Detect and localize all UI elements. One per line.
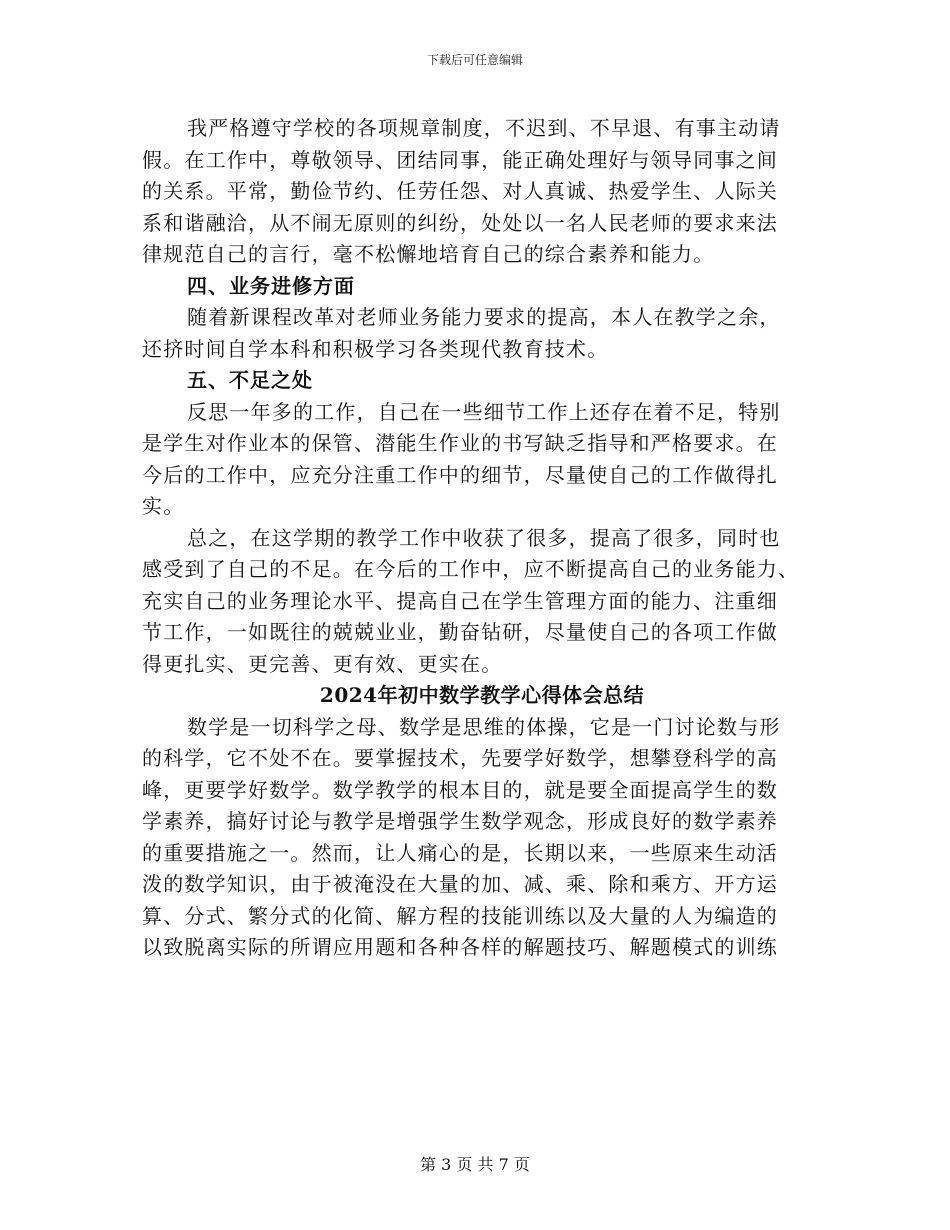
text-line: 我严格遵守学校的各项规章制度，不迟到、不早退、有事主动请: [187, 116, 781, 140]
text-line: 的关系。平常，勤俭节约、任劳任怨、对人真诚、热爱学生、人际关: [142, 179, 778, 203]
text-line: 总之，在这学期的教学工作中收获了很多，提高了很多，同时也: [187, 525, 781, 550]
text-line: 节工作，一如既往的兢兢业业，勤奋钻研，尽量使自己的各项工作做: [142, 620, 778, 644]
document-title: 2024年初中数学教学心得体会总结: [319, 683, 645, 707]
text-line: 充实自己的业务理论水平、提高自己在学生管理方面的能力、注重细: [142, 588, 778, 613]
text-line: 的重要措施之一。然而，让人痛心的是，长期以来，一些原来生动活: [142, 840, 778, 865]
section-heading: 四、业务进修方面: [187, 273, 355, 298]
text-line: 还挤时间自学本科和积极学习各类现代教育技术。: [142, 336, 609, 361]
text-line: 实。: [142, 494, 185, 518]
text-line: 学素养，搞好讨论与教学是增强学生数学观念，形成良好的数学素养: [142, 809, 778, 833]
text-line: 数学是一切科学之母、数学是思维的体操，它是一门讨论数与形: [187, 714, 781, 739]
text-line: 是学生对作业本的保管、潜能生作业的书写缺乏指导和严格要求。在: [142, 431, 778, 455]
text-line: 以致脱离实际的所谓应用题和各种各样的解题技巧、解题模式的训练: [142, 935, 778, 959]
text-line: 律规范自己的言行，毫不松懈地培育自己的综合素养和能力。: [142, 242, 715, 266]
text-line: 今后的工作中，应充分注重工作中的细节，尽量使自己的工作做得扎: [142, 462, 778, 487]
text-line: 得更扎实、更完善、更有效、更实在。: [142, 651, 503, 676]
text-line: 假。在工作中，尊敬领导、团结同事，能正确处理好与领导同事之间: [142, 147, 778, 172]
document-body: [142, 113, 810, 964]
page-footer: 第 3 页 共 7 页: [420, 1155, 530, 1174]
text-line: 的科学，它不处不在。要掌握技术，先要学好数学，想攀登科学的高: [142, 746, 778, 770]
text-line: 算、分式、繁分式的化简、解方程的技能训练以及大量的人为编造的: [142, 903, 778, 928]
text-line: 峰，更要学好数学。数学教学的根本目的，就是要全面提高学生的数: [142, 777, 778, 802]
page-header: 下载后可任意编辑: [426, 53, 523, 67]
text-line: 反思一年多的工作，自己在一些细节工作上还存在着不足，特别: [187, 399, 781, 424]
text-line: 系和谐融洽，从不闹无原则的纠纷，处处以一名人民老师的要求来法: [142, 210, 778, 235]
text-line: 随着新课程改革对老师业务能力要求的提高，本人在教学之余，: [187, 305, 781, 329]
section-heading: 五、不足之处: [187, 368, 313, 392]
text-line: 感受到了自己的不足。在今后的工作中，应不断提高自己的业务能力、: [142, 557, 800, 581]
text-line: 泼的数学知识，由于被淹没在大量的加、减、乘、除和乘方、开方运: [142, 872, 778, 896]
